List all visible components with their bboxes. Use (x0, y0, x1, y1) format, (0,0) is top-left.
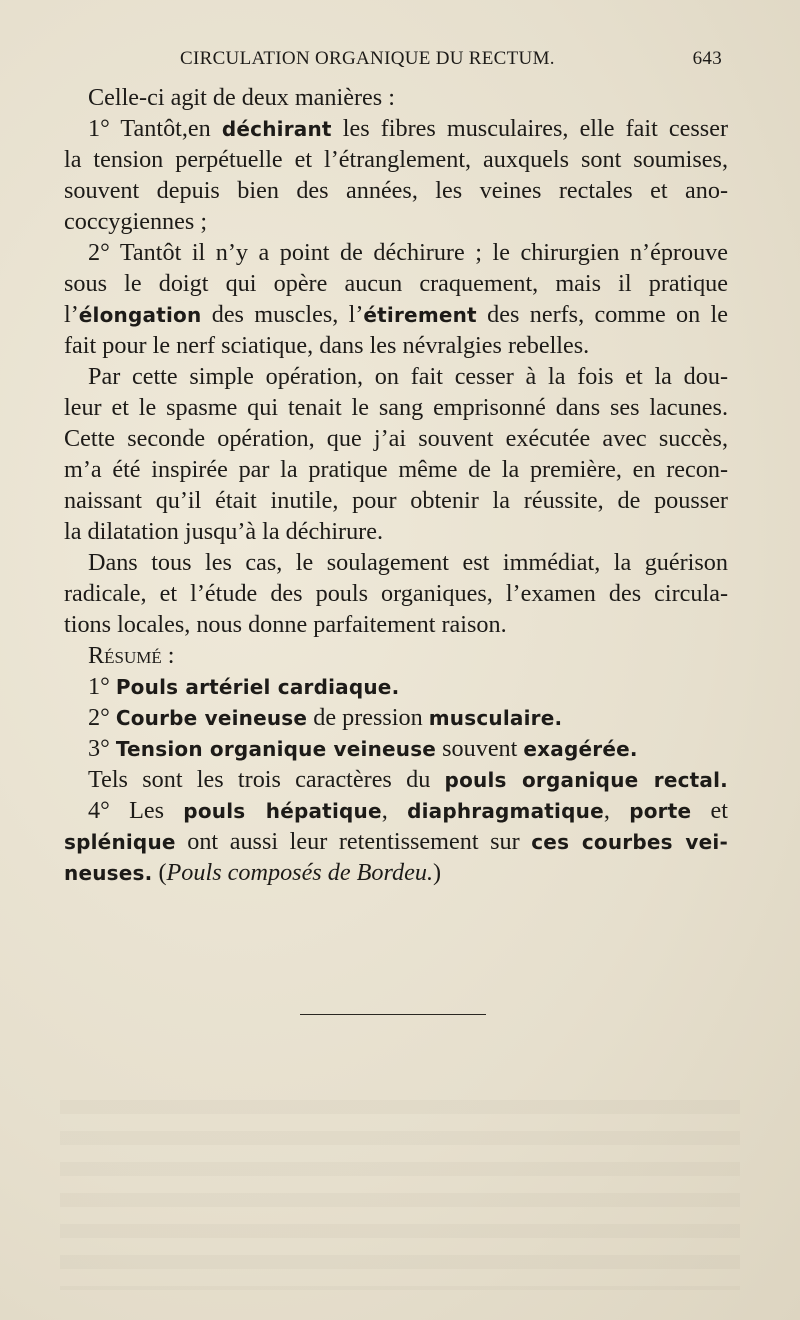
summary-item (64, 733, 728, 764)
text-line: Cette seconde opération, que j’ai souvent exécutée avec succès, (64, 425, 728, 452)
show-through-texture (60, 1100, 740, 1290)
bold-term: ces courbes vei- (531, 830, 728, 854)
text-line: radicale, et l’étude des pouls organiques, l’examen des circula- (64, 580, 728, 607)
text-run: des muscles, l’ (201, 301, 364, 328)
bold-term: élongation (78, 303, 202, 327)
italic-citation: Pouls composés de Bordeu. (166, 859, 433, 886)
bold-term: diaphragmatique (407, 799, 604, 823)
page-header (180, 48, 728, 76)
page-number: 643 (692, 48, 722, 69)
text-line: tions locales, nous donne parfaitement raison. (64, 611, 507, 638)
text-line: leur et le spasme qui tenait le sang emprisonné dans ses lacunes. (64, 394, 728, 421)
text-run: de pression (307, 704, 429, 731)
text-line: fait pour le nerf sciatique, dans les névralgies rebelles. (64, 332, 590, 359)
text-run: ont aussi leur retentissement sur (175, 828, 532, 855)
bold-term: Courbe veineuse (115, 706, 308, 730)
text-run: , (381, 797, 408, 824)
text-run: les fibres musculaires, elle fait cesser (331, 115, 728, 142)
bold-term: splénique (64, 830, 176, 854)
paragraph-conclusion (64, 547, 728, 640)
bold-term: Tension organique veineuse (115, 737, 437, 761)
text-line: 2° Tantôt il n’y a point de déchirure ; le chirurgien n’éprouve (88, 239, 728, 266)
text-run: des nerfs, comme on le (476, 301, 728, 328)
paragraph-operation (64, 361, 728, 547)
bold-term: déchirant (221, 117, 332, 141)
paragraph-first-method (64, 113, 728, 237)
summary-line (64, 764, 728, 795)
summary-item (64, 671, 728, 702)
bold-term: neuses. (64, 861, 153, 885)
text-line: naissant qu’il était inutile, pour obtenir la réussite, de pousser (64, 487, 728, 514)
text-line: souvent depuis bien des années, les veines rectales et ano- (64, 177, 728, 204)
bold-term: exagérée. (523, 737, 638, 761)
item-number: 2° (88, 704, 116, 731)
summary-item (64, 795, 728, 826)
text-run: 1° Tantôt,en (88, 115, 222, 142)
text-run: 4° Les (88, 797, 184, 824)
bold-term: Pouls artériel cardiaque. (115, 675, 400, 699)
summary-item-continued (64, 826, 728, 857)
paragraph-second-method (64, 237, 728, 361)
summary-item (64, 702, 728, 733)
summary-item-continued (64, 857, 728, 888)
text-line (64, 299, 728, 330)
text-run: Tels sont les trois caractères du (88, 766, 445, 793)
section-divider (300, 1014, 486, 1015)
text-line: sous le doigt qui opère aucun craquement, mais il pratique (64, 270, 728, 297)
text-run: ) (433, 859, 442, 886)
text-run: , (603, 797, 630, 824)
text-line: m’a été inspirée par la pratique même de la première, en recon- (64, 456, 728, 483)
bold-term: musculaire. (428, 706, 563, 730)
text-run: l’ (64, 301, 79, 328)
text-line: coccygiennes ; (64, 208, 208, 235)
bold-term: pouls hépatique (183, 799, 382, 823)
text-run: et (691, 797, 728, 824)
text-run: ( (152, 859, 167, 886)
bold-term: porte (629, 799, 692, 823)
text-line: la tension perpétuelle et l’étranglement, auxquels sont soumises, (64, 146, 728, 173)
running-title: CIRCULATION ORGANIQUE DU RECTUM. (180, 48, 555, 69)
item-number: 1° (88, 673, 116, 700)
bold-term: étirement (363, 303, 477, 327)
text-line: Dans tous les cas, le soulagement est immédiat, la guérison (88, 549, 728, 576)
text-run: souvent (436, 735, 524, 762)
summary-section (64, 640, 728, 888)
text-line (64, 113, 728, 144)
text-line: Par cette simple opération, on fait cesser à la fois et la dou- (88, 363, 728, 390)
bold-term: pouls organique rectal. (444, 768, 728, 792)
summary-heading: Résumé : (88, 642, 175, 669)
item-number: 3° (88, 735, 116, 762)
page-body (64, 82, 728, 888)
paragraph-intro: Celle-ci agit de deux manières : (88, 84, 395, 111)
text-line: la dilatation jusqu’à la déchirure. (64, 518, 384, 545)
